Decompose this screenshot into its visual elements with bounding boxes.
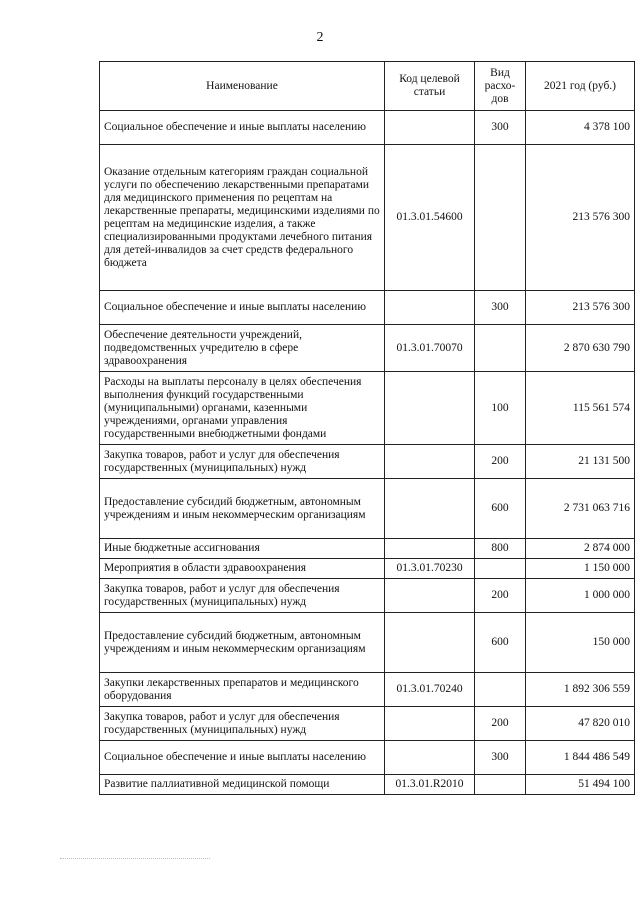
scan-artifact bbox=[60, 858, 210, 860]
cell-name: Социальное обеспечение и иные выплаты населению bbox=[100, 111, 385, 145]
cell-type bbox=[475, 325, 526, 372]
table-row bbox=[100, 741, 635, 775]
cell-type bbox=[475, 145, 526, 291]
table-row bbox=[100, 372, 635, 445]
table-row bbox=[100, 775, 635, 795]
cell-code bbox=[385, 111, 475, 145]
cell-amount: 1 892 306 559 bbox=[526, 673, 635, 707]
cell-name: Закупка товаров, работ и услуг для обеспечения государственных (муниципальных) нужд bbox=[100, 579, 385, 613]
table-body bbox=[100, 111, 635, 795]
header-type: Вид расхо-дов bbox=[475, 62, 526, 111]
cell-type: 600 bbox=[475, 479, 526, 539]
cell-type: 300 bbox=[475, 291, 526, 325]
table-row bbox=[100, 539, 635, 559]
table-row bbox=[100, 145, 635, 291]
table-row bbox=[100, 445, 635, 479]
cell-code bbox=[385, 613, 475, 673]
cell-code bbox=[385, 372, 475, 445]
cell-name: Развитие паллиативной медицинской помощи bbox=[100, 775, 385, 795]
cell-code bbox=[385, 445, 475, 479]
header-row bbox=[100, 62, 635, 111]
cell-code: 01.3.01.70070 bbox=[385, 325, 475, 372]
cell-code bbox=[385, 479, 475, 539]
table-row bbox=[100, 613, 635, 673]
cell-name: Обеспечение деятельности учреждений, подведомственных учредителю в сфере здравоохранения bbox=[100, 325, 385, 372]
cell-name: Мероприятия в области здравоохранения bbox=[100, 559, 385, 579]
cell-amount: 51 494 100 bbox=[526, 775, 635, 795]
cell-code bbox=[385, 741, 475, 775]
header-code: Код целевой статьи bbox=[385, 62, 475, 111]
budget-table bbox=[99, 61, 635, 795]
cell-code: 01.3.01.70240 bbox=[385, 673, 475, 707]
cell-amount: 1 150 000 bbox=[526, 559, 635, 579]
cell-type bbox=[475, 559, 526, 579]
cell-amount: 1 844 486 549 bbox=[526, 741, 635, 775]
cell-code bbox=[385, 539, 475, 559]
cell-name: Закупка товаров, работ и услуг для обеспечения государственных (муниципальных) нужд bbox=[100, 707, 385, 741]
header-name: Наименование bbox=[100, 62, 385, 111]
cell-name: Оказание отдельным категориям граждан социальной услуги по обеспечению лекарственными препаратами для медицинского применения по рецептам на лекарственные препараты, медицинскими изделиями по рецептам на медицинские изделия, а также специализированными продуктами лечебного питания для детей-инвалидов за счет средств федерального бюджета bbox=[100, 145, 385, 291]
cell-amount: 213 576 300 bbox=[526, 145, 635, 291]
cell-type: 800 bbox=[475, 539, 526, 559]
cell-amount: 213 576 300 bbox=[526, 291, 635, 325]
table-row bbox=[100, 111, 635, 145]
cell-name: Социальное обеспечение и иные выплаты населению bbox=[100, 741, 385, 775]
cell-type: 200 bbox=[475, 445, 526, 479]
cell-amount: 21 131 500 bbox=[526, 445, 635, 479]
table-row bbox=[100, 707, 635, 741]
cell-name: Закупка товаров, работ и услуг для обеспечения государственных (муниципальных) нужд bbox=[100, 445, 385, 479]
table-row bbox=[100, 673, 635, 707]
cell-amount: 2 731 063 716 bbox=[526, 479, 635, 539]
cell-type: 600 bbox=[475, 613, 526, 673]
cell-amount: 2 874 000 bbox=[526, 539, 635, 559]
table-row bbox=[100, 325, 635, 372]
cell-name: Расходы на выплаты персоналу в целях обеспечения выполнения функций государственными (муниципальными) органами, казенными учреждениями, органами управления государственными внебюджетными фондами bbox=[100, 372, 385, 445]
cell-amount: 2 870 630 790 bbox=[526, 325, 635, 372]
page-number: 2 bbox=[316, 30, 324, 45]
cell-code bbox=[385, 291, 475, 325]
cell-code bbox=[385, 707, 475, 741]
cell-code: 01.3.01.54600 bbox=[385, 145, 475, 291]
cell-type: 200 bbox=[475, 707, 526, 741]
cell-amount: 4 378 100 bbox=[526, 111, 635, 145]
cell-type bbox=[475, 673, 526, 707]
cell-name: Предоставление субсидий бюджетным, автономным учреждениям и иным некоммерческим организациям bbox=[100, 479, 385, 539]
header-amount: 2021 год (руб.) bbox=[526, 62, 635, 111]
table-row bbox=[100, 291, 635, 325]
cell-name: Предоставление субсидий бюджетным, автономным учреждениям и иным некоммерческим организациям bbox=[100, 613, 385, 673]
cell-type: 300 bbox=[475, 741, 526, 775]
cell-code bbox=[385, 579, 475, 613]
cell-name: Иные бюджетные ассигнования bbox=[100, 539, 385, 559]
table-row bbox=[100, 479, 635, 539]
cell-name: Социальное обеспечение и иные выплаты населению bbox=[100, 291, 385, 325]
cell-type bbox=[475, 775, 526, 795]
cell-amount: 47 820 010 bbox=[526, 707, 635, 741]
cell-type: 300 bbox=[475, 111, 526, 145]
cell-name: Закупки лекарственных препаратов и медицинского оборудования bbox=[100, 673, 385, 707]
table-header bbox=[100, 62, 635, 111]
cell-amount: 150 000 bbox=[526, 613, 635, 673]
cell-type: 200 bbox=[475, 579, 526, 613]
cell-amount: 115 561 574 bbox=[526, 372, 635, 445]
table-row bbox=[100, 579, 635, 613]
cell-code: 01.3.01.70230 bbox=[385, 559, 475, 579]
cell-code: 01.3.01.R2010 bbox=[385, 775, 475, 795]
table-row bbox=[100, 559, 635, 579]
cell-type: 100 bbox=[475, 372, 526, 445]
cell-amount: 1 000 000 bbox=[526, 579, 635, 613]
